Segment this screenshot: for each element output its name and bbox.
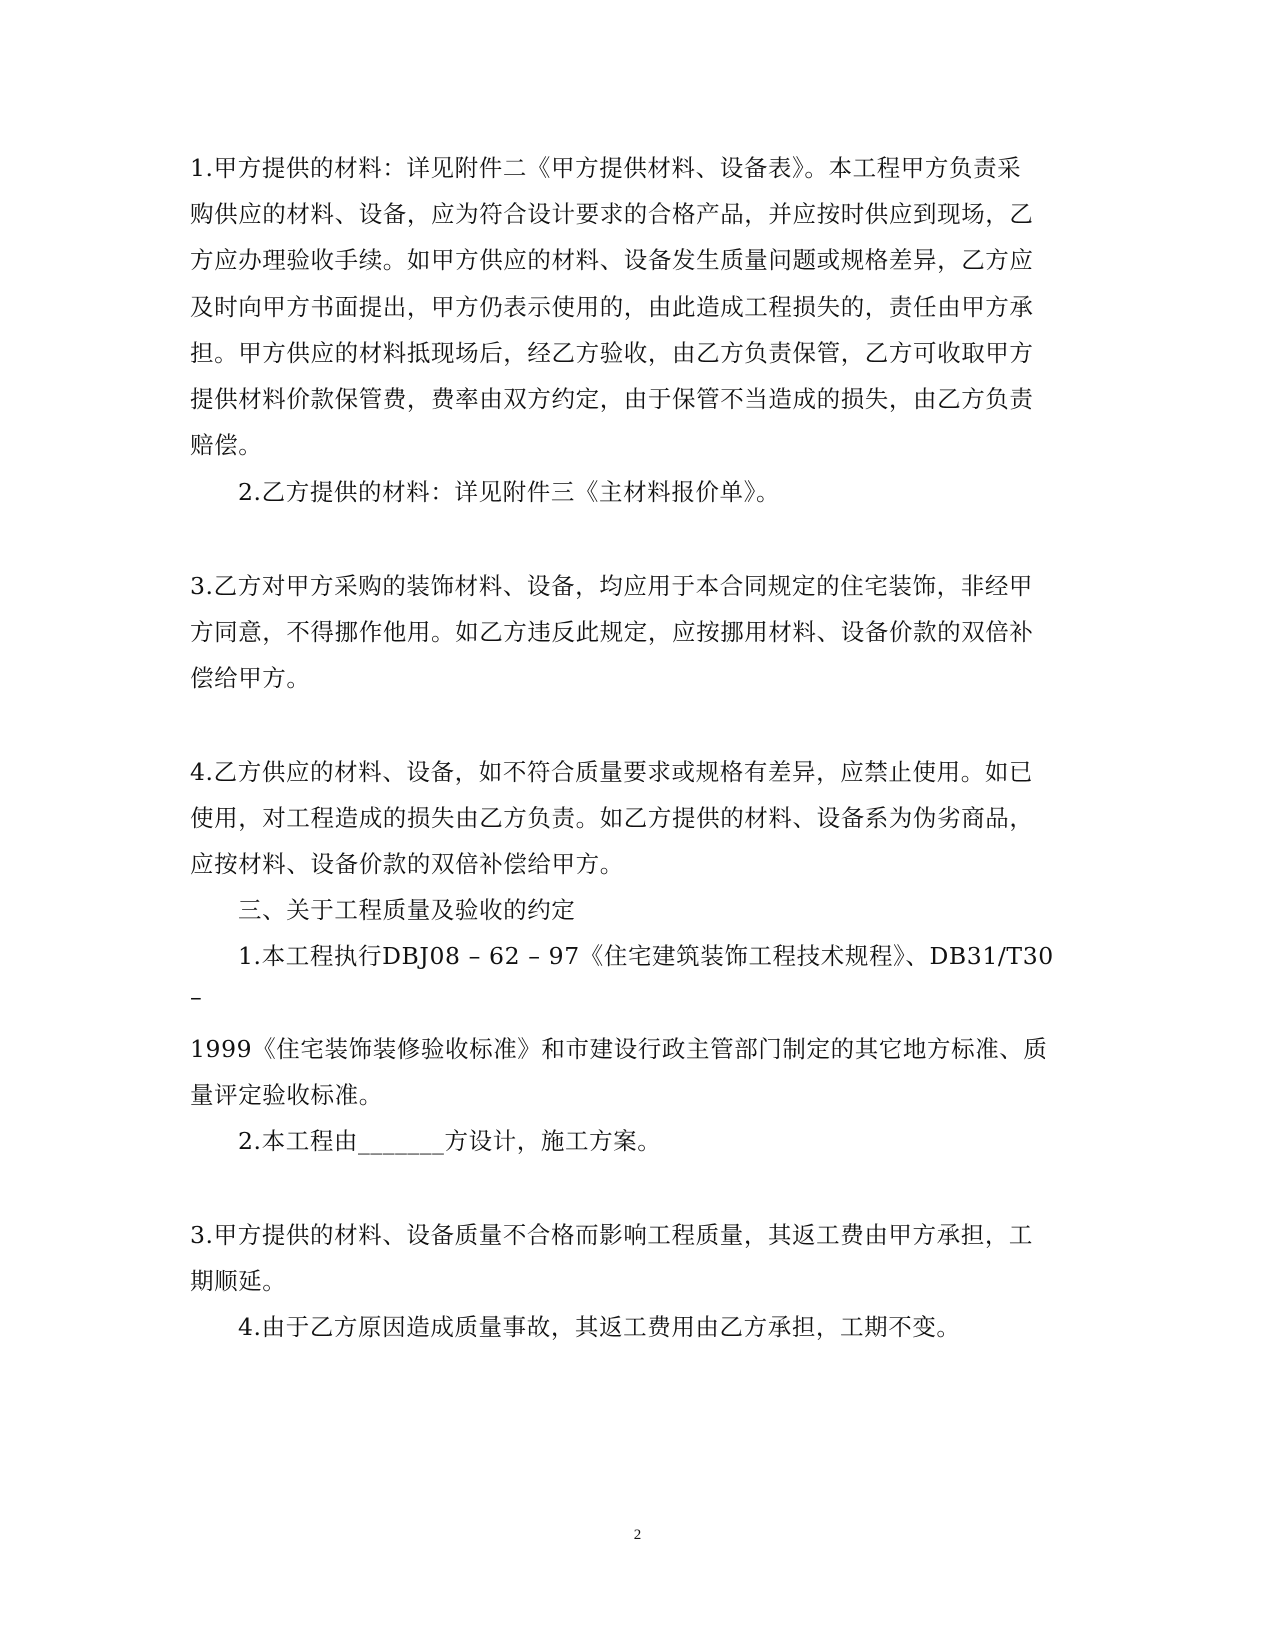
text-line: 购供应的材料、设备，应为符合设计要求的合格产品，并应按时供应到现场，乙 xyxy=(190,200,1034,228)
text-line: 方同意，不得挪作他用。如乙方违反此规定，应按挪用材料、设备价款的双倍补 xyxy=(190,618,1034,646)
text-line: 担。甲方供应的材料抵现场后，经乙方验收，由乙方负责保管，乙方可收取甲方 xyxy=(190,339,1034,367)
text-line: 应按材料、设备价款的双倍补偿给甲方。 xyxy=(190,850,624,878)
text-line: 2.乙方提供的材料：详见附件三《主材料报价单》。 xyxy=(238,478,781,506)
text-line: – xyxy=(190,983,203,1011)
text-line: 3.乙方对甲方采购的装饰材料、设备，均应用于本合同规定的住宅装饰，非经甲 xyxy=(190,572,1034,600)
text-line: 3.甲方提供的材料、设备质量不合格而影响工程质量，其返工费由甲方承担，工 xyxy=(190,1221,1034,1249)
text-line: 4.乙方供应的材料、设备，如不符合质量要求或规格有差异，应禁止使用。如已 xyxy=(190,758,1034,786)
text-line: 提供材料价款保管费，费率由双方约定，由于保管不当造成的损失，由乙方负责 xyxy=(190,385,1034,413)
text-line: 量评定验收标准。 xyxy=(190,1081,383,1109)
text-line: 1999《住宅装饰装修验收标准》和市建设行政主管部门制定的其它地方标准、质 xyxy=(190,1035,1048,1063)
text-line: 方应办理验收手续。如甲方供应的材料、设备发生质量问题或规格差异，乙方应 xyxy=(190,246,1034,274)
text-line: 赔偿。 xyxy=(190,431,263,459)
text-line: 使用，对工程造成的损失由乙方负责。如乙方提供的材料、设备系为伪劣商品， xyxy=(190,804,1034,832)
text-line: 1.甲方提供的材料：详见附件二《甲方提供材料、设备表》。本工程甲方负责采 xyxy=(190,154,1022,182)
text-line: 2.本工程由_______方设计，施工方案。 xyxy=(238,1127,662,1155)
section-heading: 三、关于工程质量及验收的约定 xyxy=(238,896,576,924)
text-line: 期顺延。 xyxy=(190,1267,287,1295)
text-line: 偿给甲方。 xyxy=(190,664,311,692)
text-line: 及时向甲方书面提出，甲方仍表示使用的，由此造成工程损失的，责任由甲方承 xyxy=(190,293,1034,321)
text-line: 4.由于乙方原因造成质量事故，其返工费用由乙方承担，工期不变。 xyxy=(238,1313,961,1341)
text-line: 1.本工程执行DBJ08 – 62 – 97《住宅建筑装饰工程技术规程》、DB31/T30 xyxy=(238,942,1054,970)
page-number: 2 xyxy=(633,1527,642,1543)
